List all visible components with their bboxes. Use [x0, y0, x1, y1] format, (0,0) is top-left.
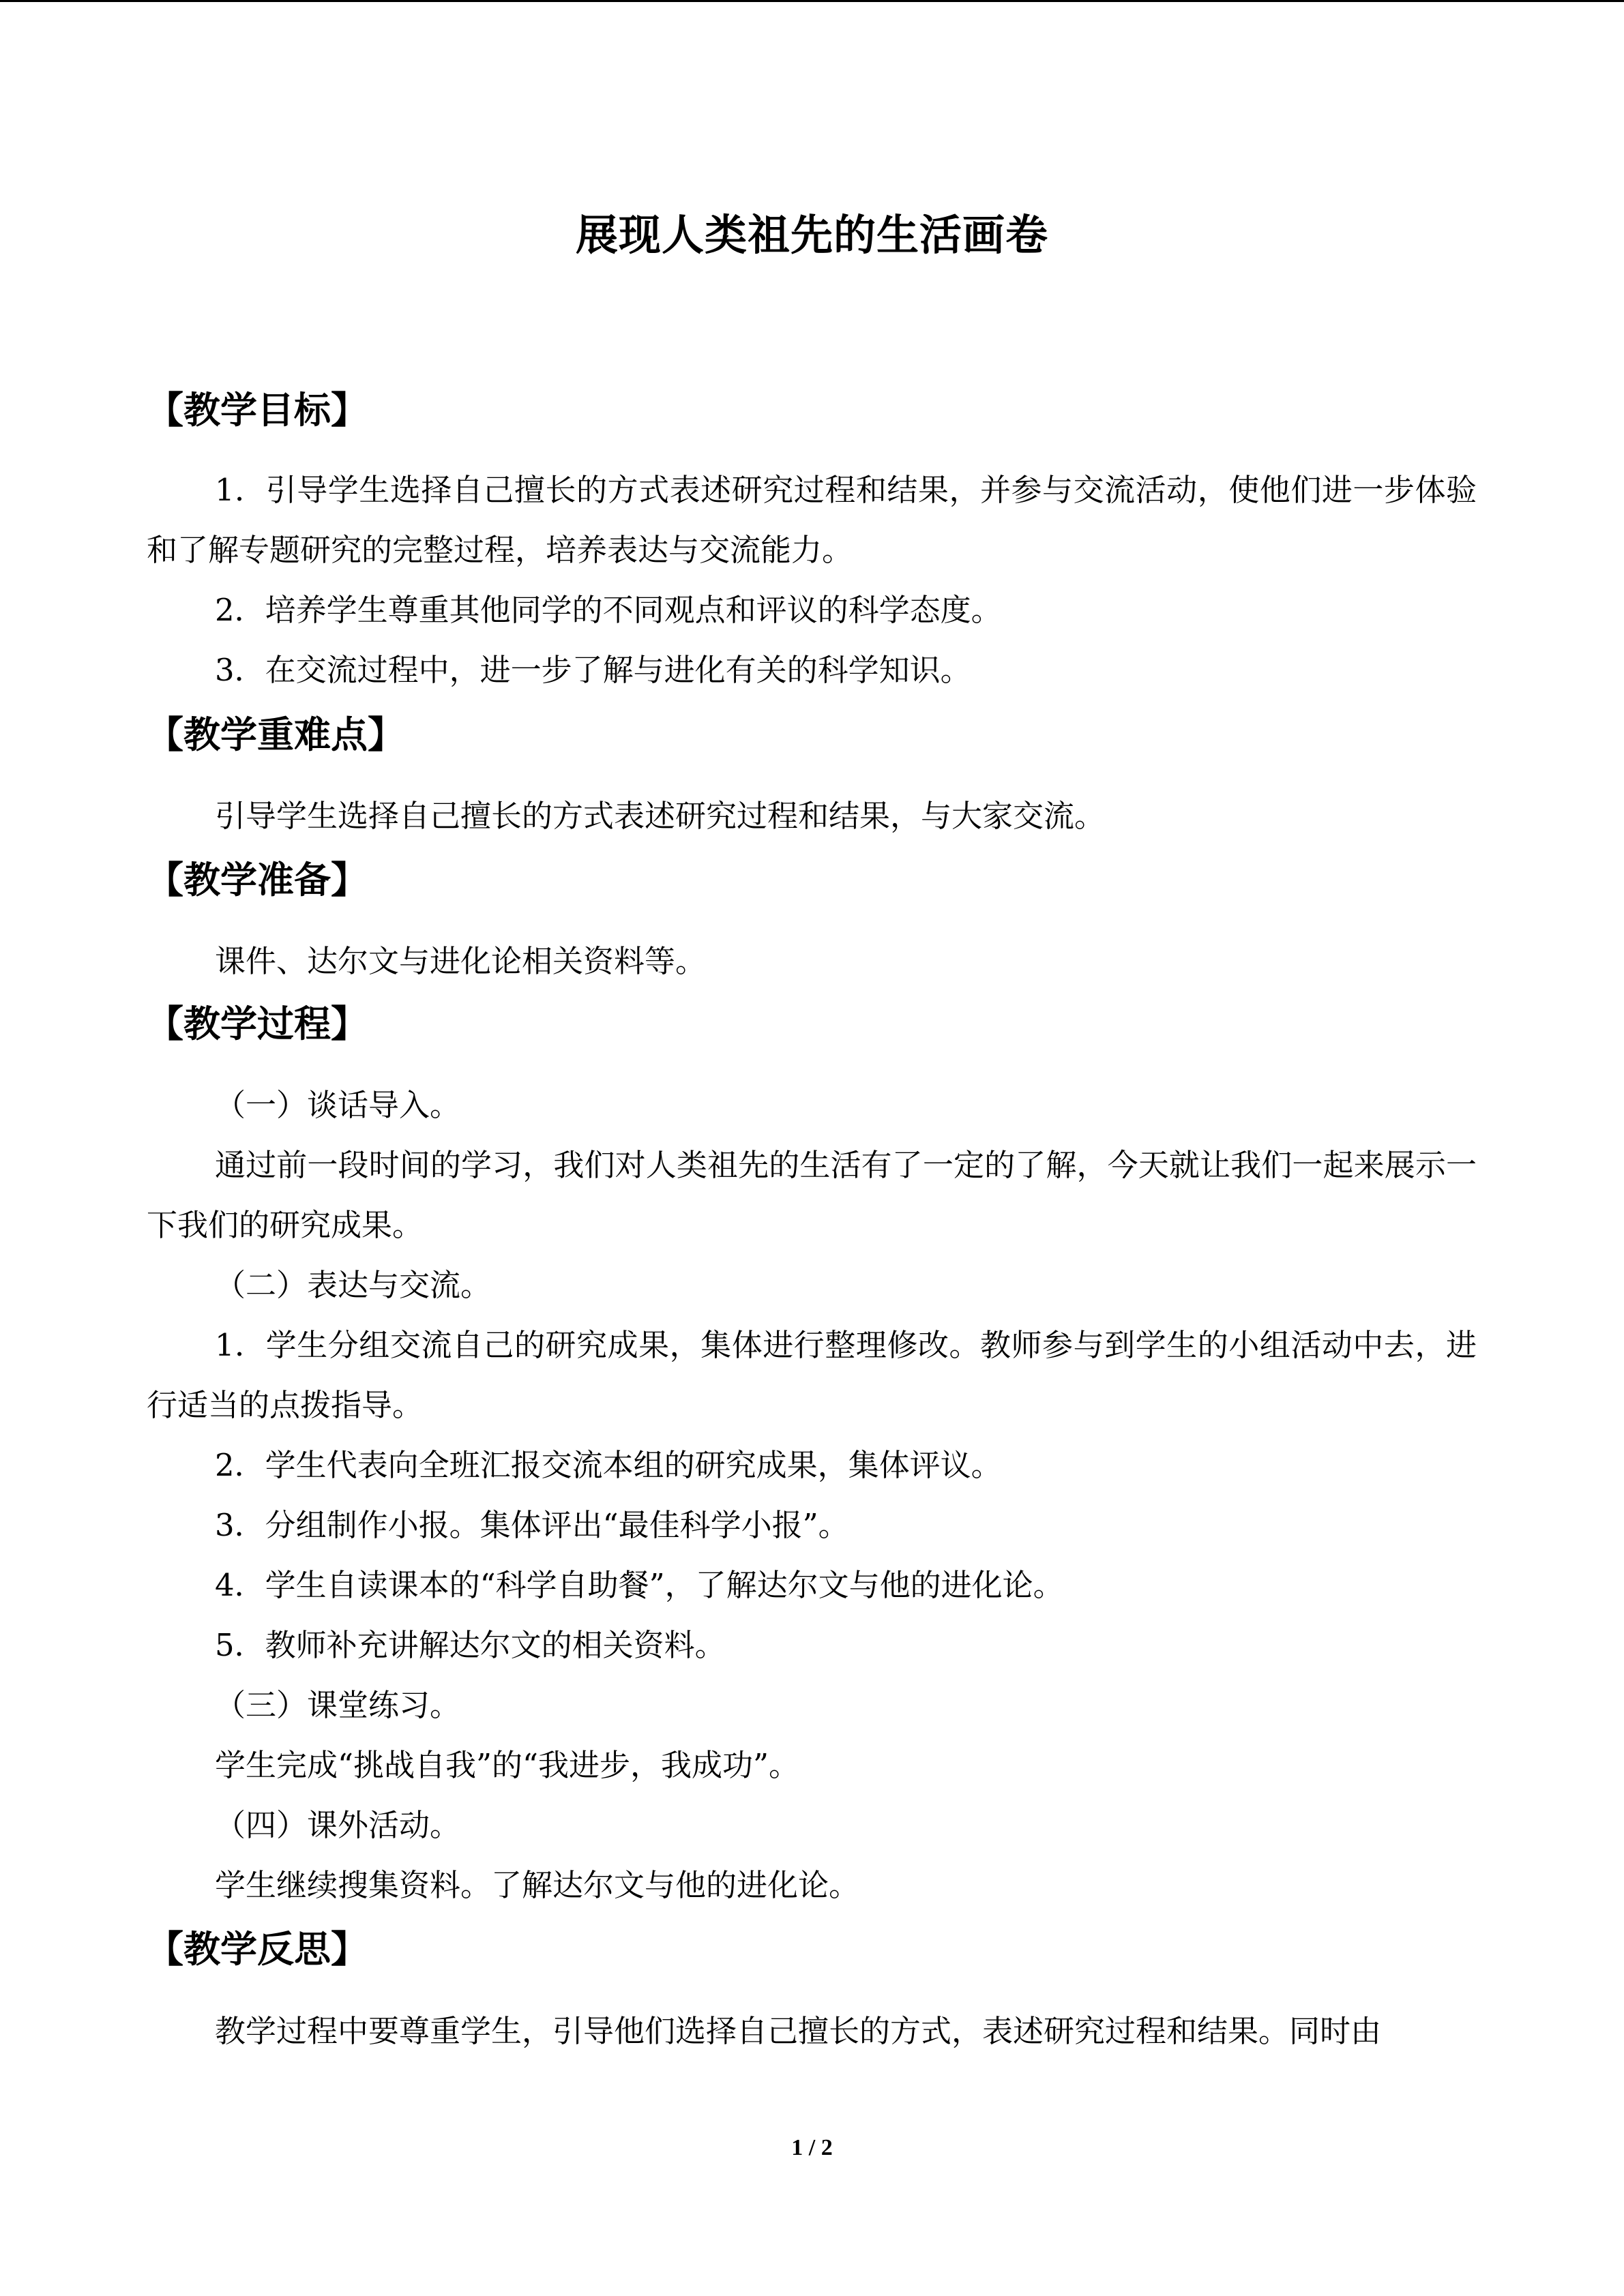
objective-paragraph-3: 3．在交流过程中，进一步了解与进化有关的科学知识。 [215, 652, 971, 688]
process-step-2: 2．学生代表向全班汇报交流本组的研究成果，集体评议。 [215, 1447, 1002, 1483]
process-step-5: 5．教师补充讲解达尔文的相关资料。 [215, 1627, 726, 1663]
process-activity-paragraph: 学生继续搜集资料。了解达尔文与他的进化论。 [215, 1867, 860, 1903]
objective-paragraph-1: 1．引导学生选择自己擅长的方式表述研究过程和结果，并参与交流活动，使他们进一步体验和了解专题研究的完整过程，培养表达与交流能力。 [147, 472, 1477, 568]
preparation-paragraph: 课件、达尔文与进化论相关资料等。 [215, 943, 707, 979]
reflection-paragraph: 教学过程中要尊重学生，引导他们选择自己擅长的方式，表述研究过程和结果。同时由 [215, 2013, 1382, 2049]
process-paragraph-intro: 通过前一段时间的学习，我们对人类祖先的生活有了一定的了解，今天就让我们一起来展示一下我们的研究成果。 [147, 1147, 1477, 1243]
process-subheading-4: （四）课外活动。 [215, 1807, 461, 1843]
process-subheading-1: （一）谈话导入。 [215, 1087, 461, 1123]
process-step-3: 3．分组制作小报。集体评出“最佳科学小报”。 [215, 1507, 849, 1543]
process-subheading-3: （三）课堂练习。 [215, 1687, 461, 1723]
section-heading-objectives: 【教学目标】 [147, 389, 368, 432]
key-points-paragraph: 引导学生选择自己擅长的方式表述研究过程和结果，与大家交流。 [215, 798, 1106, 834]
process-step-1: 1．学生分组交流自己的研究成果，集体进行整理修改。教师参与到学生的小组活动中去，进行适当的点拨指导。 [147, 1327, 1477, 1423]
process-practice-paragraph: 学生完成“挑战自我”的“我进步，我成功”。 [215, 1747, 800, 1783]
page-number: 1 / 2 [791, 2135, 833, 2160]
section-heading-reflection: 【教学反思】 [147, 1928, 368, 1971]
section-heading-key-points: 【教学重难点】 [147, 713, 404, 756]
objective-paragraph-2: 2．培养学生尊重其他同学的不同观点和评议的科学态度。 [215, 592, 1002, 628]
section-heading-preparation: 【教学准备】 [147, 859, 368, 901]
document-title: 展现人类祖先的生活画卷 [575, 210, 1048, 260]
process-subheading-2: （二）表达与交流。 [215, 1267, 492, 1303]
section-heading-process: 【教学过程】 [147, 1002, 368, 1045]
process-step-4: 4．学生自读课本的“科学自助餐”，了解达尔文与他的进化论。 [215, 1567, 1064, 1603]
